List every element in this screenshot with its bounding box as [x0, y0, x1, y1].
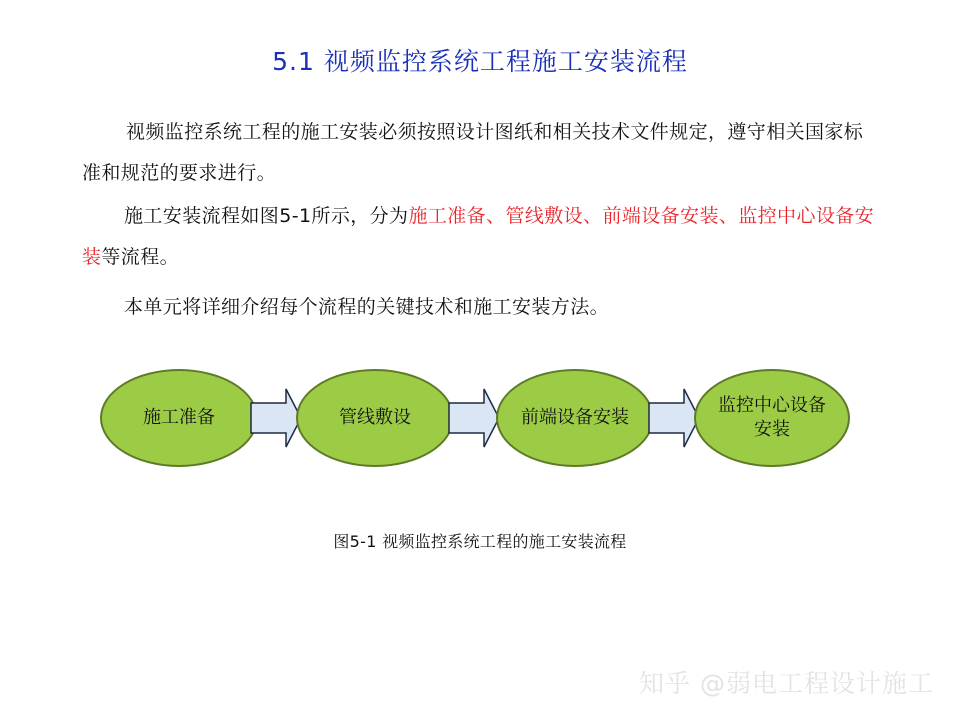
flow-step-label: 前端设备安装 — [521, 407, 629, 428]
figure-caption: 图5-1 视频监控系统工程的施工安装流程 — [333, 532, 627, 551]
arrow-right-icon — [250, 388, 302, 448]
watermark: 知乎 @弱电工程设计施工 — [639, 669, 934, 698]
page-title: 5.1 视频监控系统工程施工安装流程 — [272, 47, 688, 76]
flow-step-preparation — [100, 369, 258, 467]
arrow-right-icon — [448, 388, 500, 448]
flow-diagram — [96, 360, 856, 470]
flow-step-label-line: 安装 — [754, 419, 790, 440]
flow-step-label: 管线敷设 — [339, 407, 411, 428]
highlighted-steps: 施工准备、管线敷设、前端设备安装、监控中心设备安装 — [82, 205, 875, 268]
flow-step-label: 施工准备 — [143, 407, 215, 428]
arrow-right-icon — [648, 388, 700, 448]
flow-step-label — [698, 394, 846, 442]
paragraph-intro: 视频监控系统工程的施工安装必须按照设计图纸和相关技术文件规定，遵守相关国家标准和规范的要求进行。 — [82, 121, 864, 184]
flow-step-frontend-install — [496, 369, 654, 467]
flow-step-label-line: 监控中心设备 — [718, 395, 826, 416]
paragraph-unit: 本单元将详细介绍每个流程的关键技术和施工安装方法。 — [124, 296, 610, 318]
paragraph-process-lead: 施工安装流程如图5-1所示，分为 — [124, 205, 409, 227]
paragraph-process — [82, 196, 882, 278]
flow-step-control-center-install — [694, 369, 850, 467]
flow-step-cabling — [296, 369, 454, 467]
paragraph-process-tail: 等流程。 — [101, 246, 180, 268]
